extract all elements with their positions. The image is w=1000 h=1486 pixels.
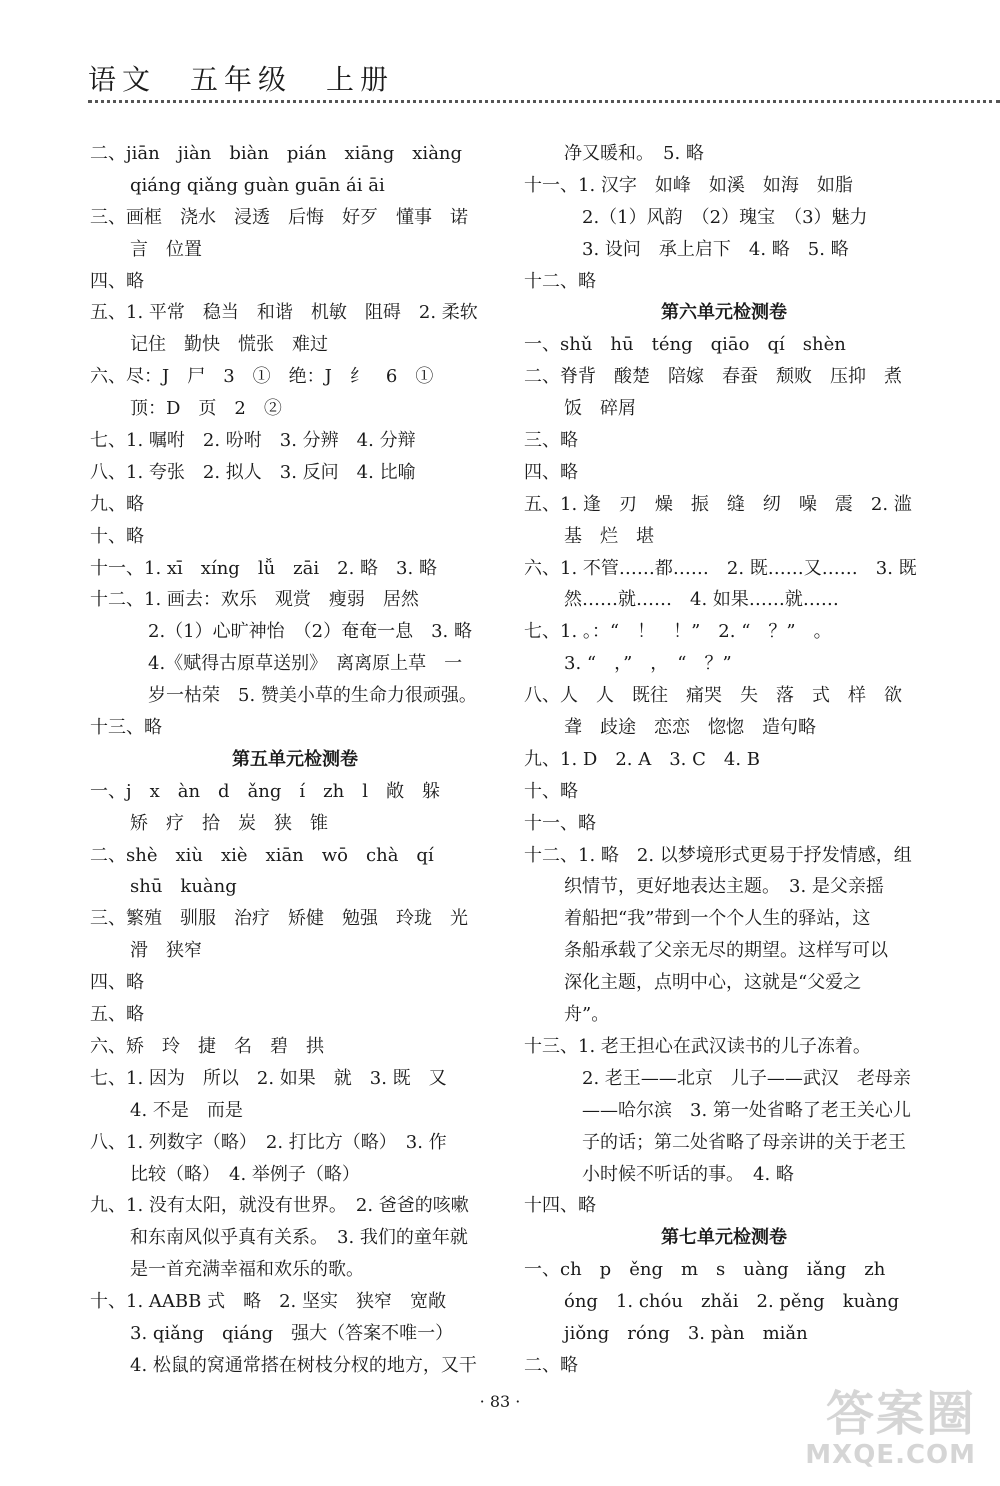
answer-line: 九、略 bbox=[90, 493, 144, 515]
answer-line: 三、画框 浇水 浸透 后悔 好歹 懂事 诺 bbox=[90, 206, 468, 228]
answer-line: jiǒng róng 3. pàn miǎn bbox=[564, 1322, 808, 1344]
answer-line: 聋 歧途 恋恋 惚惚 造句略 bbox=[564, 717, 816, 739]
answer-line: 3. qiǎng qiáng 强大（答案不唯一） bbox=[130, 1322, 454, 1344]
answer-line: 净又暖和。 5. 略 bbox=[564, 143, 704, 164]
answer-line: 一、j x àn d ǎng í zh l 敞 躲 bbox=[90, 780, 441, 802]
answer-line: 子的话；第二处省略了母亲讲的关于老王 bbox=[582, 1131, 906, 1153]
answer-line: shū kuàng bbox=[130, 876, 237, 898]
answer-line: 十、1. AABB 式 略 2. 坚实 狭窄 宽敞 bbox=[90, 1291, 446, 1313]
answer-line: 二、脊背 酸楚 陪嫁 春蚕 颓败 压抑 煮 bbox=[524, 366, 902, 388]
answer-line: 七、1. 因为 所以 2. 如果 就 3. 既 又 bbox=[90, 1067, 447, 1089]
answer-line: 舟”。 bbox=[564, 1004, 610, 1026]
answer-line: 七、1. 嘱咐 2. 吩咐 3. 分辨 4. 分辩 bbox=[90, 430, 416, 452]
answer-line: 五、略 bbox=[90, 1004, 144, 1026]
answer-line: 十一、1. xī xíng lǚ zāi 2. 略 3. 略 bbox=[90, 557, 437, 579]
answer-line: 八、人 人 既往 痛哭 失 落 式 样 欲 bbox=[524, 685, 902, 707]
answer-line: 四、略 bbox=[90, 270, 144, 292]
answer-line: 滑 狭窄 bbox=[130, 940, 202, 962]
subject-label: 语文 bbox=[88, 63, 157, 96]
section-title: 第六单元检测卷 bbox=[661, 302, 787, 324]
right-column bbox=[524, 138, 924, 1382]
answer-line: 矫 疗 拾 炭 狭 锥 bbox=[130, 812, 328, 834]
answer-line: 是一首充满幸福和欢乐的歌。 bbox=[130, 1259, 364, 1281]
answer-line: 十二、1. 略 2. 以梦境形式更易于抒发情感，组 bbox=[524, 844, 912, 866]
left-column bbox=[90, 138, 500, 1382]
section-title: 第五单元检测卷 bbox=[232, 748, 358, 770]
answer-line: 顶：D 页 2 ② bbox=[130, 398, 282, 420]
watermark-bottom: MXQE.COM bbox=[805, 1440, 976, 1470]
answer-line: óng 1. chóu zhǎi 2. pěng kuàng bbox=[564, 1291, 900, 1313]
answer-line: 三、繁殖 驯服 治疗 矫健 勉强 玲珑 光 bbox=[90, 908, 468, 930]
answer-line: 六、尽：J 尸 3 ① 绝：J 纟 6 ① bbox=[90, 366, 434, 388]
header-divider bbox=[88, 100, 1000, 103]
answer-line: 2.（1）心旷神怡 （2）奄奄一息 3. 略 bbox=[148, 621, 472, 643]
answer-line: 七、1. 。：“ ！ ！” 2. “ ？” 。 bbox=[524, 621, 832, 643]
answer-line: 一、ch p ěng m s uàng iǎng zh bbox=[524, 1259, 886, 1281]
answer-line: 3. 设问 承上启下 4. 略 5. 略 bbox=[582, 238, 849, 260]
answer-line: 岁一枯荣 5. 赞美小草的生命力很顽强。 bbox=[148, 685, 477, 707]
answer-line: 基 烂 堪 bbox=[564, 525, 654, 547]
answer-line: 五、1. 平常 稳当 和谐 机敏 阻碍 2. 柔软 bbox=[90, 302, 478, 324]
answer-line: 三、略 bbox=[524, 430, 578, 452]
answer-line: 十三、略 bbox=[90, 717, 162, 739]
answer-line: 八、1. 夸张 2. 拟人 3. 反问 4. 比喻 bbox=[90, 461, 416, 483]
answer-line: 比较（略） 4. 举例子（略） bbox=[130, 1163, 360, 1185]
answer-line: 和东南风似乎真有关系。 3. 我们的童年就 bbox=[130, 1227, 468, 1249]
answer-line: 4. 不是 而是 bbox=[130, 1099, 243, 1121]
page-number: · 83 · bbox=[479, 1392, 521, 1411]
answer-line: 言 位置 bbox=[130, 238, 202, 260]
watermark-top: 答案圈 bbox=[825, 1386, 976, 1442]
section-title: 第七单元检测卷 bbox=[661, 1227, 787, 1249]
answer-line: 着船把“我”带到一个个人生的驿站，这 bbox=[564, 908, 871, 930]
answer-line: 十二、略 bbox=[524, 270, 596, 292]
answer-line: 十、略 bbox=[90, 525, 144, 547]
answer-line: 二、略 bbox=[524, 1354, 578, 1376]
answer-line: ——哈尔滨 3. 第一处省略了老王关心儿 bbox=[582, 1099, 911, 1121]
answer-line: 4.《赋得古原草送别》 离离原上草 一 bbox=[148, 653, 463, 675]
answer-line: 4. 松鼠的窝通常搭在树枝分杈的地方，又干 bbox=[130, 1354, 477, 1376]
answer-line: 五、1. 逢 刃 燥 振 缝 纫 噪 震 2. 滥 bbox=[524, 493, 912, 515]
watermark-logo bbox=[776, 1388, 976, 1472]
answer-line: 十一、1. 汉字 如峰 如溪 如海 如脂 bbox=[524, 174, 853, 196]
answer-line: 条船承载了父亲无尽的期望。这样写可以 bbox=[564, 940, 888, 962]
answer-line: 八、1. 列数字（略） 2. 打比方（略） 3. 作 bbox=[90, 1131, 447, 1153]
answer-line: 深化主题，点明中心，这就是“父爱之 bbox=[564, 972, 862, 994]
answer-line: 饭 碎屑 bbox=[564, 398, 636, 420]
answer-line: 织情节，更好地表达主题。 3. 是父亲摇 bbox=[564, 876, 884, 898]
page-header bbox=[88, 58, 428, 98]
answer-line: 四、略 bbox=[524, 461, 578, 483]
answer-line: 九、1. D 2. A 3. C 4. B bbox=[524, 748, 761, 770]
answer-line: 四、略 bbox=[90, 972, 144, 994]
answer-line: 小时候不听话的事。 4. 略 bbox=[582, 1163, 794, 1185]
answer-line: 3. “ ，” ， “ ？” bbox=[564, 653, 732, 675]
answer-line: 十一、略 bbox=[524, 812, 596, 834]
answer-line: 九、1. 没有太阳，就没有世界。 2. 爸爸的咳嗽 bbox=[90, 1195, 469, 1217]
answer-line: 然……就…… 4. 如果……就…… bbox=[564, 589, 839, 611]
answer-line: 十四、略 bbox=[524, 1195, 596, 1217]
answer-line: 十二、1. 画去：欢乐 观赏 瘦弱 居然 bbox=[90, 589, 419, 611]
grade-label: 五年级 bbox=[190, 63, 293, 96]
answer-line: 2.（1）风韵 （2）瑰宝 （3）魅力 bbox=[582, 206, 868, 228]
answer-line: 十、略 bbox=[524, 780, 578, 802]
volume-label: 上册 bbox=[326, 63, 395, 96]
answer-line: 六、1. 不管……都…… 2. 既……又…… 3. 既 bbox=[524, 557, 917, 579]
answer-line: qiáng qiǎng guàn guān ái āi bbox=[130, 174, 385, 196]
answer-line: 二、shè xiù xiè xiān wō chà qí bbox=[90, 844, 434, 866]
answer-line: 记住 勤快 慌张 难过 bbox=[130, 334, 328, 356]
answer-line: 一、shǔ hū téng qiāo qí shèn bbox=[524, 334, 846, 356]
answer-line: 2. 老王——北京 儿子——武汉 老母亲 bbox=[582, 1067, 911, 1089]
answer-line: 二、jiān jiàn biàn pián xiāng xiàng bbox=[90, 143, 463, 164]
answer-line: 六、矫 玲 捷 名 碧 拱 bbox=[90, 1035, 324, 1057]
answer-line: 十三、1. 老王担心在武汉读书的儿子冻着。 bbox=[524, 1035, 871, 1057]
